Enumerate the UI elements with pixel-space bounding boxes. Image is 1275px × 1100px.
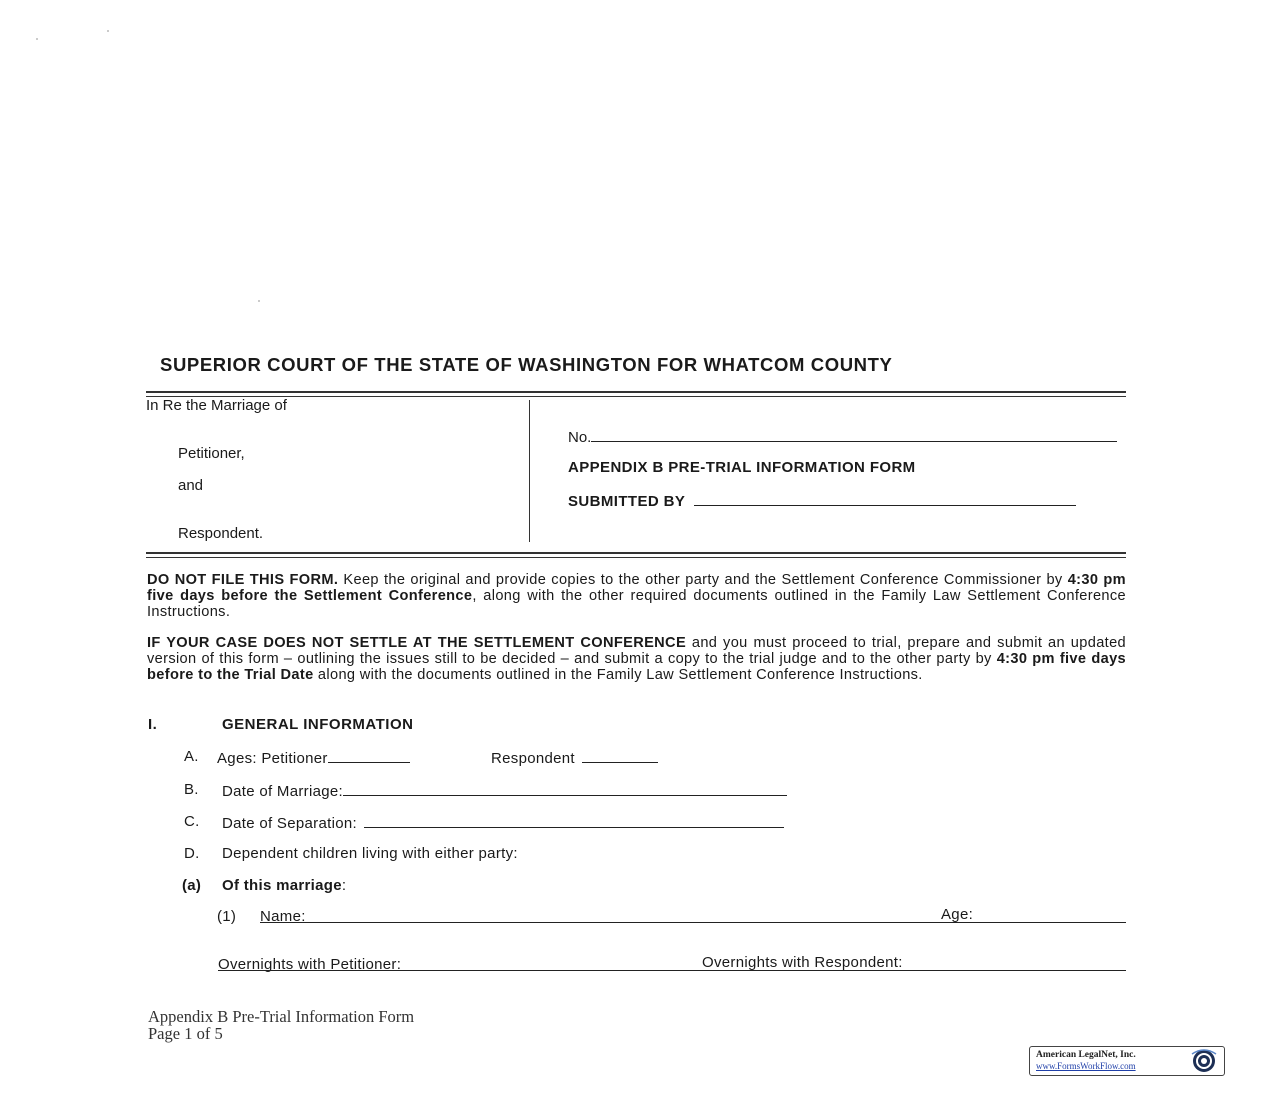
overnights-input-line[interactable]	[218, 970, 1126, 971]
instruction-do-not-file	[147, 572, 1126, 620]
child-name-input[interactable]	[260, 922, 1126, 923]
overnights-petitioner-label: Overnights with Petitioner:	[218, 956, 402, 973]
brand-url[interactable]: www.FormsWorkFlow.com	[1036, 1061, 1136, 1071]
date-of-separation-field[interactable]	[222, 813, 784, 832]
brand-name: American LegalNet, Inc.	[1036, 1050, 1136, 1060]
of-this-marriage-colon: :	[341, 877, 347, 894]
date-of-marriage-label: Date of Marriage:	[222, 783, 343, 800]
respondent-label: Respondent.	[178, 525, 264, 542]
scan-speck	[36, 38, 38, 40]
child-age-label: Age:	[941, 906, 974, 923]
date-of-marriage-field[interactable]	[222, 781, 787, 800]
case-number-field[interactable]	[568, 427, 1117, 446]
child-name-label: Name:	[260, 908, 306, 925]
overnights-respondent-label: Overnights with Respondent:	[702, 954, 903, 971]
ages-respondent-field[interactable]	[491, 748, 658, 767]
if-not-settle-heading: IF YOUR CASE DOES NOT SETTLE AT THE SETTLEMENT CONFERENCE	[147, 635, 687, 651]
do-not-file-text-a: Keep the original and provide copies to the other party and the Settlement Conference Commissioner by	[338, 572, 1068, 588]
item-c-letter: C.	[184, 813, 200, 830]
ages-petitioner-label: Ages: Petitioner	[217, 750, 328, 767]
caption-top-rule	[146, 391, 1126, 397]
item-a-letter: A.	[184, 748, 199, 765]
sub-a-letter: (a)	[182, 877, 202, 894]
item-b-letter: B.	[184, 781, 199, 798]
case-number-label: No.	[568, 429, 592, 446]
submitted-by-value[interactable]	[694, 491, 1076, 506]
court-title: SUPERIOR COURT OF THE STATE OF WASHINGTON FOR WHATCOM COUNTY	[160, 354, 893, 375]
scan-speck	[258, 300, 260, 302]
child-number: (1)	[217, 908, 237, 925]
do-not-file-heading: DO NOT FILE THIS FORM.	[147, 572, 339, 588]
ages-petitioner-input[interactable]	[328, 748, 410, 763]
trial-deadline: 4:30 pm five days before to the Trial Date	[147, 651, 1127, 683]
ages-respondent-input[interactable]	[582, 748, 658, 763]
of-this-marriage-label: Of this marriage	[222, 877, 342, 894]
settlement-deadline: 4:30 pm five days before the Settlement Conference	[147, 572, 1126, 604]
section-title: GENERAL INFORMATION	[222, 716, 414, 733]
date-of-marriage-input[interactable]	[343, 781, 787, 796]
instruction-if-not-settle	[147, 635, 1126, 683]
of-this-marriage-heading	[222, 877, 346, 894]
submitted-by-field[interactable]	[568, 491, 1076, 510]
brand-logo-icon	[1187, 1048, 1221, 1074]
date-of-separation-label: Date of Separation:	[222, 815, 357, 832]
petitioner-label: Petitioner,	[178, 445, 245, 462]
section-numeral: I.	[148, 716, 158, 733]
caption-bottom-rule	[146, 552, 1126, 558]
dependent-children-label: Dependent children living with either party:	[222, 845, 518, 862]
in-re-label: In Re the Marriage of	[146, 397, 287, 414]
form-title: APPENDIX B PRE-TRIAL INFORMATION FORM	[568, 459, 916, 476]
scan-speck	[107, 30, 109, 32]
footer-form-name: Appendix B Pre-Trial Information Form	[148, 1007, 415, 1026]
submitted-by-label: SUBMITTED BY	[568, 493, 686, 510]
date-of-separation-input[interactable]	[364, 813, 784, 828]
footer-page-number: Page 1 of 5	[148, 1024, 223, 1043]
case-number-value[interactable]	[591, 427, 1117, 442]
and-label: and	[178, 477, 204, 494]
if-not-settle-text-b: along with the documents outlined in the Family Law Settlement Conference Instructions.	[313, 667, 923, 683]
footer-form-info	[148, 1008, 414, 1042]
do-not-file-text-b: , along with the other required documents outlined in the Family Law Settlement Conference Instructions.	[147, 588, 1126, 620]
ages-respondent-label: Respondent	[491, 750, 575, 767]
if-not-settle-text-a: and you must proceed to trial, prepare and submit an updated version of this form – outlining the issues still to be decided – and submit a copy to the trial judge and to the other party by	[147, 635, 1126, 667]
ages-petitioner-field[interactable]	[217, 748, 410, 767]
brand-badge[interactable]	[1029, 1046, 1225, 1076]
caption-divider	[529, 400, 530, 542]
item-d-letter: D.	[184, 845, 200, 862]
